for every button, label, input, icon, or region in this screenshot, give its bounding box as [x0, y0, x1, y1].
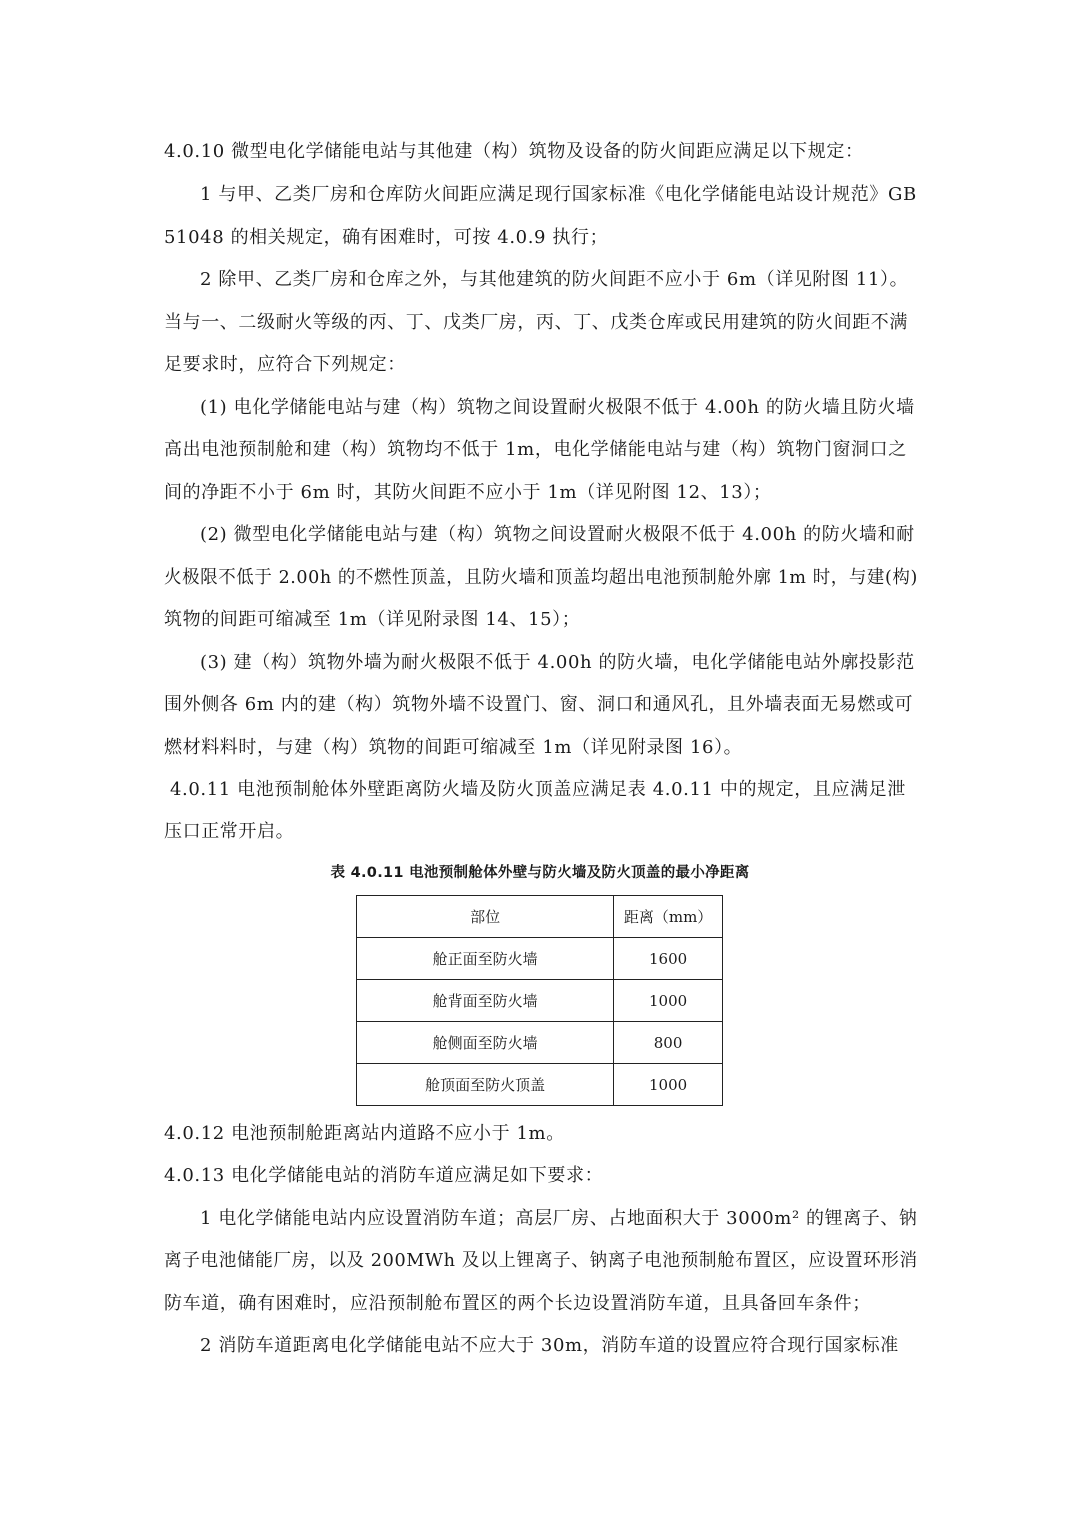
table-cell-distance: 800: [614, 1022, 723, 1064]
table-cell-distance: 1000: [614, 980, 723, 1022]
clause-4-0-10-heading: 4.0.10 微型电化学储能电站与其他建（构）筑物及设备的防火间距应满足以下规定：: [164, 141, 864, 162]
clause-4-0-10-item-1-line-2: 51048 的相关规定，确有困难时，可按 4.0.9 执行；: [164, 227, 609, 248]
sub-item-1-line-2: 高出电池预制舱和建（构）筑物均不低于 1m，电化学储能电站与建（构）筑物门窗洞口之: [164, 439, 907, 460]
table-header-cell: 距离（mm）: [614, 896, 723, 938]
sub-item-2-line-1: (2) 微型电化学储能电站与建（构）筑物之间设置耐火极限不低于 4.00h 的防火墙和耐: [200, 524, 915, 545]
table-cell-location: 舱背面至防火墙: [357, 980, 614, 1022]
sub-item-3-line-1: (3) 建（构）筑物外墙为耐火极限不低于 4.00h 的防火墙，电化学储能电站外廓投影范: [200, 652, 915, 673]
clause-4-0-13-item-1-line-3: 防车道，确有困难时，应沿预制舱布置区的两个长边设置消防车道，且具备回车条件；: [164, 1293, 871, 1314]
clause-4-0-12: 4.0.12 电池预制舱距离站内道路不应小于 1m。: [164, 1123, 565, 1144]
sub-item-1-line-1: (1) 电化学储能电站与建（构）筑物之间设置耐火极限不低于 4.00h 的防火墙且防火墙: [200, 397, 915, 418]
table-cell-location: 舱正面至防火墙: [357, 938, 614, 980]
table-cell-location: 舱侧面至防火墙: [357, 1022, 614, 1064]
table-row: [357, 980, 723, 1022]
sub-item-3-line-3: 燃材料料时，与建（构）筑物的间距可缩减至 1m（详见附录图 16）。: [164, 737, 743, 758]
table-row: [357, 1064, 723, 1106]
clause-4-0-10-item-2-line-2: 当与一、二级耐火等级的丙、丁、戊类厂房，丙、丁、戊类仓库或民用建筑的防火间距不满: [164, 312, 908, 333]
table-caption: 表 4.0.11 电池预制舱体外壁与防火墙及防火顶盖的最小净距离: [330, 865, 750, 881]
clause-4-0-10-item-1-line-1: 1 与甲、乙类厂房和仓库防火间距应满足现行国家标准《电化学储能电站设计规范》GB: [200, 184, 917, 205]
table-row: [357, 1022, 723, 1064]
clause-4-0-11-line-1: 4.0.11 电池预制舱体外壁距离防火墙及防火顶盖应满足表 4.0.11 中的规定，且应满足泄: [170, 779, 906, 800]
table-header-cell: 部位: [357, 896, 614, 938]
sub-item-2-line-3: 筑物的间距可缩减至 1m（详见附录图 14、15）；: [164, 609, 581, 630]
clause-4-0-13-item-1-line-1: 1 电化学储能电站内应设置消防车道；高层厂房、占地面积大于 3000m² 的锂离子、钠: [200, 1208, 918, 1229]
clause-4-0-11-line-2: 压口正常开启。: [164, 821, 295, 842]
table-cell-distance: 1000: [614, 1064, 723, 1106]
sub-item-1-line-3: 间的净距不小于 6m 时，其防火间距不应小于 1m（详见附图 12、13）；: [164, 482, 772, 503]
clause-4-0-10-item-2-line-1: 2 除甲、乙类厂房和仓库之外，与其他建筑的防火间距不应小于 6m（详见附图 11）。: [200, 269, 909, 290]
clearance-table: [356, 895, 723, 1106]
clause-4-0-13-heading: 4.0.13 电化学储能电站的消防车道应满足如下要求：: [164, 1165, 604, 1186]
sub-item-3-line-2: 围外侧各 6m 内的建（构）筑物外墙不设置门、窗、洞口和通风孔，且外墙表面无易燃或可: [164, 694, 914, 715]
sub-item-2-line-2: 火极限不低于 2.00h 的不燃性顶盖，且防火墙和顶盖均超出电池预制舱外廓 1m 时，与建(构): [164, 567, 918, 588]
clause-4-0-10-item-2-line-3: 足要求时，应符合下列规定：: [164, 354, 406, 375]
table-header-row: [357, 896, 723, 938]
clause-4-0-13-item-1-line-2: 离子电池储能厂房，以及 200MWh 及以上锂离子、钠离子电池预制舱布置区，应设置环形消: [164, 1250, 918, 1271]
table-cell-location: 舱顶面至防火顶盖: [357, 1064, 614, 1106]
table-cell-distance: 1600: [614, 938, 723, 980]
clause-4-0-13-item-2-line-1: 2 消防车道距离电化学储能电站不应大于 30m，消防车道的设置应符合现行国家标准: [200, 1335, 899, 1356]
table-row: [357, 938, 723, 980]
